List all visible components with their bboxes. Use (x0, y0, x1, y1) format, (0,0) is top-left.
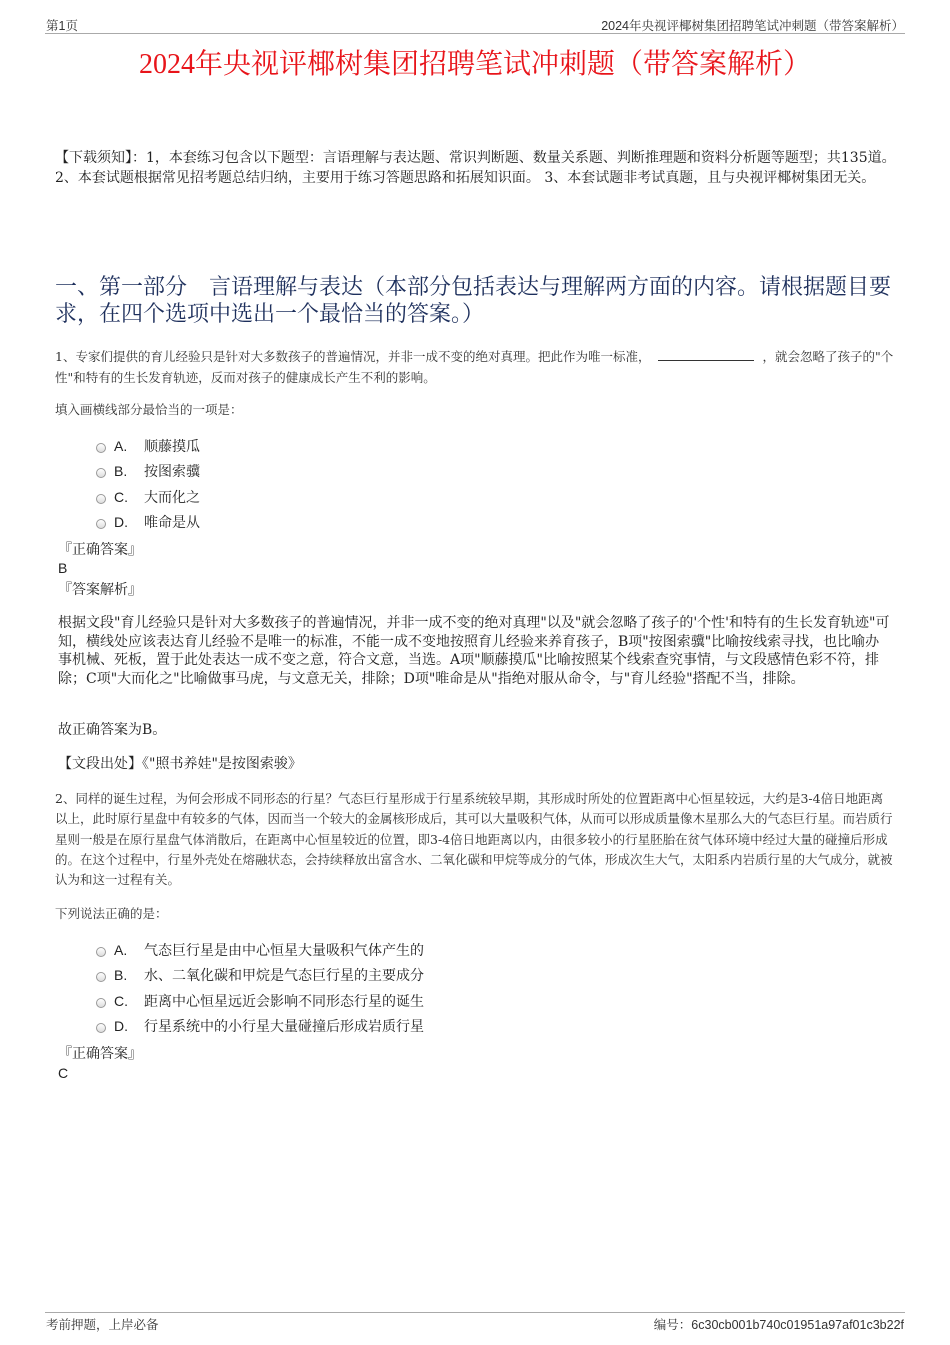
question-1-options (96, 433, 200, 535)
option-b[interactable] (96, 963, 424, 989)
option-text: 距离中心恒星远近会影响不同形态行星的诞生 (144, 993, 424, 1010)
radio-icon[interactable] (96, 494, 106, 504)
question-text-part: ，就会忽略了孩子的"个性"和特有的生长发育轨迹，反而对孩子的健康成长产生不利的影响。 (55, 349, 894, 385)
radio-icon[interactable] (96, 519, 106, 529)
option-text: 气态巨行星是由中心恒星大量吸积气体产生的 (144, 942, 424, 959)
footer-divider (45, 1312, 905, 1313)
option-text: 行星系统中的小行星大量碰撞后形成岩质行星 (144, 1019, 424, 1036)
question-2-prompt: 下列说法正确的是： (55, 906, 168, 921)
question-2-text: 2、同样的诞生过程，为何会形成不同形态的行星？气态巨行星形成于行星系统较早期，其形成时所处的位置距离中心恒星较远，大约是3-4倍日地距离以上，此时原行星盘中有较多的气体，因而当一个较大的金属核形成后，其可以大量吸积气体，从而可以形成质量像木星那么大的气态巨行星。而岩质行星则一般是在原行星盘气体消散后，在距离中心恒星较近的位置，即3-4倍日地距离以内，由很多较小的行星胚胎在贫气体环境中经过大量的碰撞后形成的。在这个过程中，行星外壳处在熔融状态，会持续释放出富含水、二氧化碳和甲烷等成分的气体，形成次生大气，太阳系内岩质行星的大气成分，就被认为和这一过程有关。 (55, 791, 893, 888)
radio-icon[interactable] (96, 443, 106, 453)
option-text: 水、二氧化碳和甲烷是气态巨行星的主要成分 (144, 968, 424, 985)
answer-analysis: 根据文段"育儿经验只是针对大多数孩子的普遍情况，并非一成不变的绝对真理"以及"就会忽略了孩子的'个性'和特有的生长发育轨迹"可知，横线处应该表达育儿经验不是唯一的标准，不能一成不变地按照育儿经验来养育孩子，B项"按图索骥"比喻按线索寻找，也比喻办事机械、死板，置于此处表达一成不变之意，符合文意，当选。A项"顺藤摸瓜"比喻按照某个线索查究事情，与文段感情色彩不符，排除；C项"大而化之"比喻做事马虎，与文意无关，排除；D项"唯命是从"指绝对服从命令，与"育儿经验"搭配不当，排除。 (58, 615, 890, 687)
radio-icon[interactable] (96, 947, 106, 957)
option-label: A. (114, 437, 128, 454)
header-doc-title: 2024年央视评椰树集团招聘笔试冲刺题（带答案解析） (601, 19, 904, 33)
option-d[interactable] (96, 510, 200, 536)
question-1-prompt: 填入画横线部分最恰当的一项是： (55, 402, 243, 417)
correct-answer: B (58, 560, 68, 576)
option-label: D. (114, 514, 128, 531)
option-c[interactable] (96, 484, 200, 510)
option-label: C. (114, 992, 128, 1009)
page-title: 2024年央视评椰树集团招聘笔试冲刺题（带答案解析） (138, 49, 811, 80)
answer-heading: 『正确答案』 (58, 542, 142, 558)
option-text: 顺藤摸瓜 (144, 438, 200, 455)
text-source: 【文段出处】《"照书养娃"是按图索骏》 (58, 756, 302, 772)
radio-icon[interactable] (96, 998, 106, 1008)
analysis-heading: 『答案解析』 (58, 582, 142, 598)
download-notice: 【下载须知】：1，本套练习包含以下题型：言语理解与表达题、常识判断题、数量关系题、判断推理题和资料分析题等题型；共135道。 2、本套试题根据常见招考题总结归纳，主要用于练习答题思路和拓展知识面。 3、本套试题非考试真题，且与央视评椰树集团无关。 (55, 150, 896, 186)
question-text-part: 1、专家们提供的育儿经验只是针对大多数孩子的普遍情况，并非一成不变的绝对真理。把此作为唯一标准， (55, 349, 651, 364)
option-label: D. (114, 1018, 128, 1035)
answer-conclusion: 故正确答案为B。 (58, 722, 167, 738)
option-text: 按图索骥 (144, 464, 200, 481)
option-c[interactable] (96, 988, 424, 1014)
page-number: 第1页 (46, 19, 78, 33)
option-label: A. (114, 941, 128, 958)
document-id: 编号：6c30cb001b740c01951a97af01c3b22f (653, 1318, 904, 1332)
radio-icon[interactable] (96, 468, 106, 478)
fill-blank (658, 360, 754, 361)
footer-slogan: 考前押题，上岸必备 (46, 1318, 159, 1332)
option-text: 唯命是从 (144, 515, 200, 532)
option-label: B. (114, 967, 128, 984)
answer-heading: 『正确答案』 (58, 1046, 142, 1062)
option-text: 大而化之 (144, 489, 200, 506)
section-heading: 一、第一部分 言语理解与表达（本部分包括表达与理解两方面的内容。请根据题目要求，在四个选项中选出一个最恰当的答案。） (55, 275, 892, 327)
correct-answer: C (58, 1065, 69, 1081)
option-b[interactable] (96, 459, 200, 485)
option-d[interactable] (96, 1014, 424, 1040)
option-a[interactable] (96, 433, 200, 459)
option-label: B. (114, 463, 128, 480)
option-a[interactable] (96, 937, 424, 963)
radio-icon[interactable] (96, 972, 106, 982)
question-1-text (55, 346, 895, 388)
radio-icon[interactable] (96, 1023, 106, 1033)
option-label: C. (114, 488, 128, 505)
header-divider (45, 33, 905, 34)
question-2-options (96, 937, 424, 1039)
